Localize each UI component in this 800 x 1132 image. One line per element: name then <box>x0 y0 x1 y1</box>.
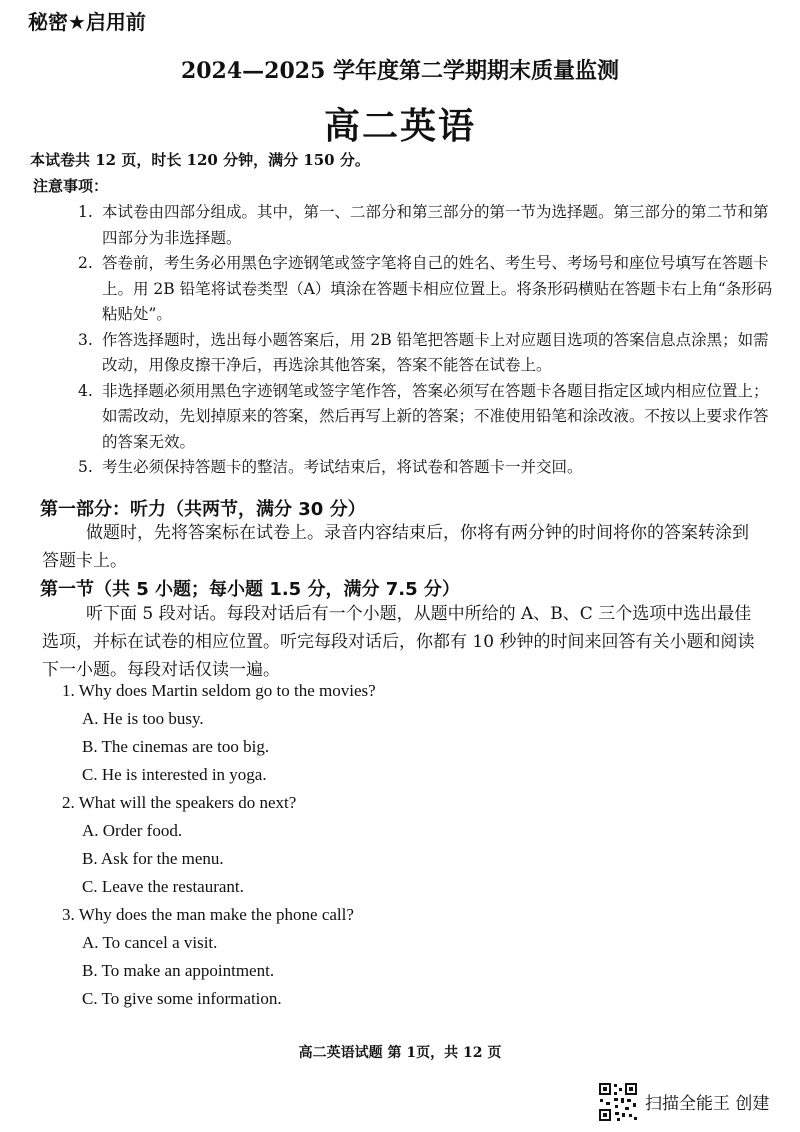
question-2: 2. What will the speakers do next? <box>62 793 297 812</box>
note-text: 非选择题必须用黑色字迹钢笔或签字笔作答，答案必须写在答题卡各题目指定区域内相应位置上；如需改动，先划掉原来的答案，然后再写上新的答案；不准使用铅笔和涂改液。不按以上要求作答的答案无效。 <box>102 381 769 451</box>
exam-info: 本试卷共 12 页，时长 120 分钟，满分 150 分。 <box>30 151 370 169</box>
note-text: 作答选择题时，选出每小题答案后，用 2B 铅笔把答题卡上对应题目选项的答案信息点涂黑；如需改动，用像皮擦干净后，再选涂其他答案，答案不能答在试卷上。 <box>102 330 769 374</box>
note-number: 2. <box>78 254 93 272</box>
question-2-option-b[interactable]: B. Ask for the menu. <box>82 849 224 868</box>
note-text: 本试卷由四部分组成。其中，第一、二部分和第三部分的第一节为选择题。第三部分的第二节和第四部分为非选择题。 <box>102 203 769 247</box>
note-number: 3. <box>78 330 93 349</box>
notes-heading: 注意事项： <box>33 177 109 195</box>
subject-title: 高二英语 <box>323 105 476 147</box>
confidential-label: 秘密★启用前 <box>28 10 146 34</box>
note-text: 答卷前，考生务必用黑色字迹钢笔或签字笔将自己的姓名、考生号、考场号和座位号填写在答题卡上。用 2B 铅笔将试卷类型（A）填涂在答题卡相应位置上。将条形码横贴在答题卡右上角“条形码粘贴处”。 <box>102 254 773 323</box>
qr-code-icon <box>598 1082 638 1122</box>
note-item <box>78 200 778 251</box>
note-text: 考生必须保持答题卡的整洁。考试结束后，将试卷和答题卡一并交回。 <box>102 458 583 476</box>
exam-title: 2024—2025 学年度第二学期期末质量监测 <box>180 58 620 84</box>
note-number: 4. <box>78 381 93 400</box>
question-3: 3. Why does the man make the phone call? <box>62 905 354 924</box>
section1-instruction: 听下面 5 段对话。每段对话后有一个小题，从题中所给的 A、B、C 三个选项中选出最佳选项，并标在试卷的相应位置。听完每段对话后，你都有 10 秒钟的时间来回答有关小题和阅读下一小题。每段对话仅读一遍。 <box>42 604 755 680</box>
scanner-watermark: 扫描全能王 创建 <box>645 1094 770 1114</box>
note-item <box>78 455 778 481</box>
section1-heading: 第一节（共 5 小题；每小题 1.5 分，满分 7.5 分） <box>40 579 460 600</box>
question-3-option-b[interactable]: B. To make an appointment. <box>82 961 275 980</box>
note-number: 5. <box>78 458 93 476</box>
question-1: 1. Why does Martin seldom go to the movies? <box>62 681 376 700</box>
question-1-option-c[interactable]: C. He is interested in yoga. <box>82 765 267 784</box>
question-2-option-a[interactable]: A. Order food. <box>82 821 183 840</box>
note-item <box>78 251 778 328</box>
notes-list <box>78 200 778 481</box>
part1-heading: 第一部分：听力（共两节，满分 30 分） <box>40 499 366 520</box>
note-number: 1. <box>78 203 93 221</box>
page-footer: 高二英语试题 第 1页，共 12 页 <box>298 1045 502 1061</box>
question-3-option-c[interactable]: C. To give some information. <box>82 989 282 1008</box>
question-1-option-a[interactable]: A. He is too busy. <box>82 709 204 728</box>
question-3-option-a[interactable]: A. To cancel a visit. <box>82 933 218 952</box>
question-2-option-c[interactable]: C. Leave the restaurant. <box>82 877 244 896</box>
note-item <box>78 379 778 456</box>
part1-instruction: 做题时，先将答案标在试卷上。录音内容结束后，你将有两分钟的时间将你的答案转涂到答题卡上。 <box>42 523 749 571</box>
question-1-option-b[interactable]: B. The cinemas are too big. <box>82 737 270 756</box>
note-item <box>78 328 778 379</box>
